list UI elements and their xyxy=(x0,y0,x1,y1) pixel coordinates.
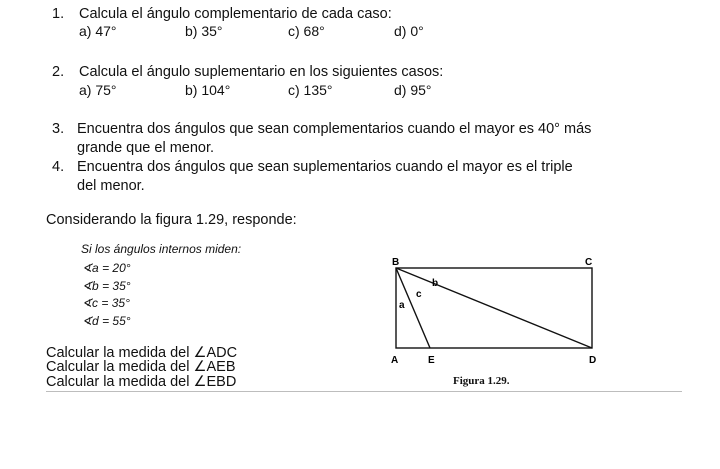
point-e-label: E xyxy=(428,355,435,366)
divider-line xyxy=(46,391,682,392)
angle-a-value: ∢a = 20° xyxy=(82,261,131,275)
q1-option-d: d) 0° xyxy=(394,23,424,39)
angle-a-label: a xyxy=(399,300,405,311)
angle-c-label: c xyxy=(416,289,422,300)
task-ebd: Calcular la medida del ∠EBD xyxy=(46,374,237,390)
q3-line2: grande que el menor. xyxy=(77,140,215,156)
q4-line1: Encuentra dos ángulos que sean suplementarios cuando el mayor es el triple xyxy=(77,159,573,175)
section-title: Considerando la figura 1.29, responde: xyxy=(46,212,297,228)
angle-b-label: b xyxy=(432,278,439,289)
q4-line2: del menor. xyxy=(77,178,145,194)
angle-d-value: ∢d = 55° xyxy=(82,314,131,328)
task-aeb: Calcular la medida del ∠AEB xyxy=(46,359,236,375)
q3-number: 3. xyxy=(52,121,65,137)
point-c-label: C xyxy=(585,257,593,268)
q1-option-b: b) 35° xyxy=(185,23,223,39)
q2-number: 2. xyxy=(52,64,65,80)
angle-c-value: ∢c = 35° xyxy=(82,296,130,310)
q4-number: 4. xyxy=(52,159,65,175)
point-d-label: D xyxy=(589,355,597,366)
q1-number: 1. xyxy=(52,6,65,22)
q2-option-c: c) 135° xyxy=(288,82,333,98)
figure-1-29 xyxy=(380,250,610,375)
q1-option-c: c) 68° xyxy=(288,23,325,39)
figure-caption: Figura 1.29. xyxy=(453,375,510,387)
q1-option-a: a) 47° xyxy=(79,23,117,39)
point-a-label: A xyxy=(391,355,399,366)
q3-line1: Encuentra dos ángulos que sean complementarios cuando el mayor es 40° más xyxy=(77,121,592,137)
q2-text: Calcula el ángulo suplementario en los siguientes casos: xyxy=(79,64,444,80)
angle-b-value: ∢b = 35° xyxy=(82,279,131,293)
q2-option-d: d) 95° xyxy=(394,82,432,98)
given-title: Si los ángulos internos miden: xyxy=(81,242,242,256)
q2-option-a: a) 75° xyxy=(79,82,117,98)
point-b-label: B xyxy=(392,257,400,268)
q1-text: Calcula el ángulo complementario de cada caso: xyxy=(79,6,392,22)
task-adc: Calcular la medida del ∠ADC xyxy=(46,345,238,361)
q2-option-b: b) 104° xyxy=(185,82,231,98)
